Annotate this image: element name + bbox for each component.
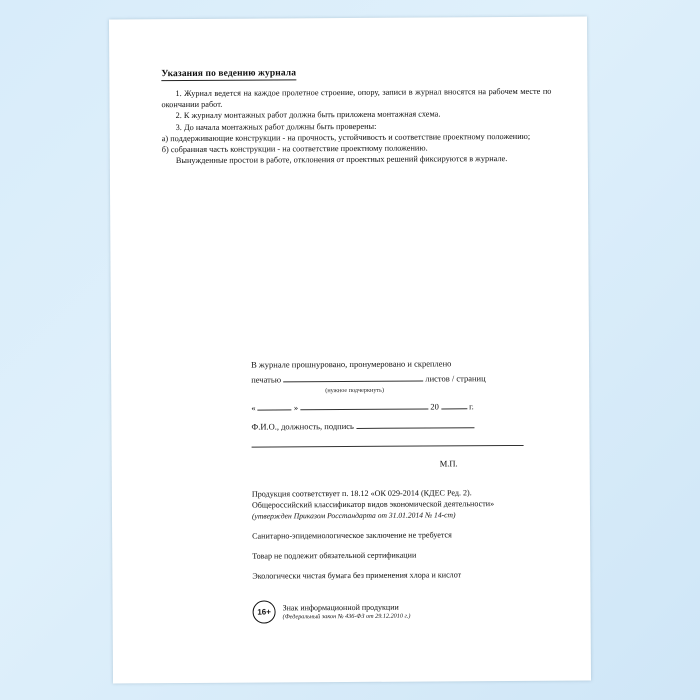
date-quote-close: »	[293, 402, 299, 413]
certification-fio-line	[251, 419, 551, 434]
date-day-rule[interactable]	[258, 401, 292, 410]
age-mark-note: (Федеральный закон № 436-ФЗ от 29.12.2010 г.)	[282, 612, 411, 620]
age-mark-title: Знак информационной продукции	[282, 602, 399, 612]
seal-label: печатью	[251, 374, 282, 385]
instructions-item-2: 2. К журналу монтажных работ должна быть приложена монтажная схема.	[175, 109, 441, 121]
product-line-6: Экологически чистая бумага без применения хлора и кислот	[252, 570, 462, 581]
date-month-rule[interactable]	[300, 401, 428, 411]
seal-fill-rule[interactable]	[283, 373, 423, 383]
age-mark-text	[283, 602, 411, 621]
product-compliance-section	[252, 487, 553, 582]
certification-line-1: В журнале прошнуровано, пронумеровано и скреплено	[251, 358, 452, 370]
age-rating-icon: 16+	[253, 600, 276, 623]
date-year-rule[interactable]	[441, 400, 467, 409]
instructions-item-6: Вынужденные простои в работе, отклонения от проектных решений фиксируются в журнале.	[175, 154, 508, 166]
date-suffix-label: г.	[469, 401, 474, 412]
product-line-1: Продукция соответствует п. 18.12 «ОК 029-2014 (КДЕС Ред. 2).	[251, 488, 472, 499]
date-quote-open: «	[251, 402, 256, 413]
instructions-item-1: 1. Журнал ведется на каждое пролетное строение, опору, записи в журнал вносятся на рабочем месте по окончании работ.	[161, 86, 552, 110]
extra-rule[interactable]	[252, 437, 524, 448]
certification-date-line	[251, 400, 551, 415]
product-line-3: (утвержден Приказом Росстандарта от 31.01.2014 № 14-ст)	[251, 510, 456, 521]
page-inner	[109, 17, 591, 684]
fio-rule[interactable]	[356, 419, 474, 429]
sheets-label: листов / страниц	[425, 373, 486, 384]
certification-seal-line	[251, 372, 551, 387]
fio-label: Ф.И.О., должность, подпись	[251, 420, 354, 432]
certification-section	[251, 357, 552, 470]
stamp-label: М.П.	[439, 458, 458, 469]
product-line-4: Санитарно-эпидемиологическое заключение не требуется	[252, 530, 452, 541]
instructions-title: Указания по ведению журнала	[161, 68, 297, 80]
instructions-item-5: б) собранная часть конструкции - на соответствие проектному положению.	[161, 143, 428, 155]
instructions-item-3: 3. До начала монтажных работ должны быть проверены:	[175, 121, 377, 132]
document-page	[109, 17, 591, 684]
product-line-5: Товар не подлежит обязательной сертификации	[252, 550, 417, 561]
date-year-label: 20	[430, 401, 439, 412]
instructions-item-4: а) поддерживающие конструкции - на прочность, устойчивость и соответствие проектному положению;	[161, 131, 531, 143]
certification-extra-line	[252, 437, 552, 452]
underline-hint: (нужное подчеркнуть)	[325, 386, 385, 395]
age-mark-section	[253, 600, 411, 624]
instructions-section	[161, 61, 552, 167]
product-line-2: Общероссийский классификатор видов экономической деятельности»	[251, 499, 495, 510]
